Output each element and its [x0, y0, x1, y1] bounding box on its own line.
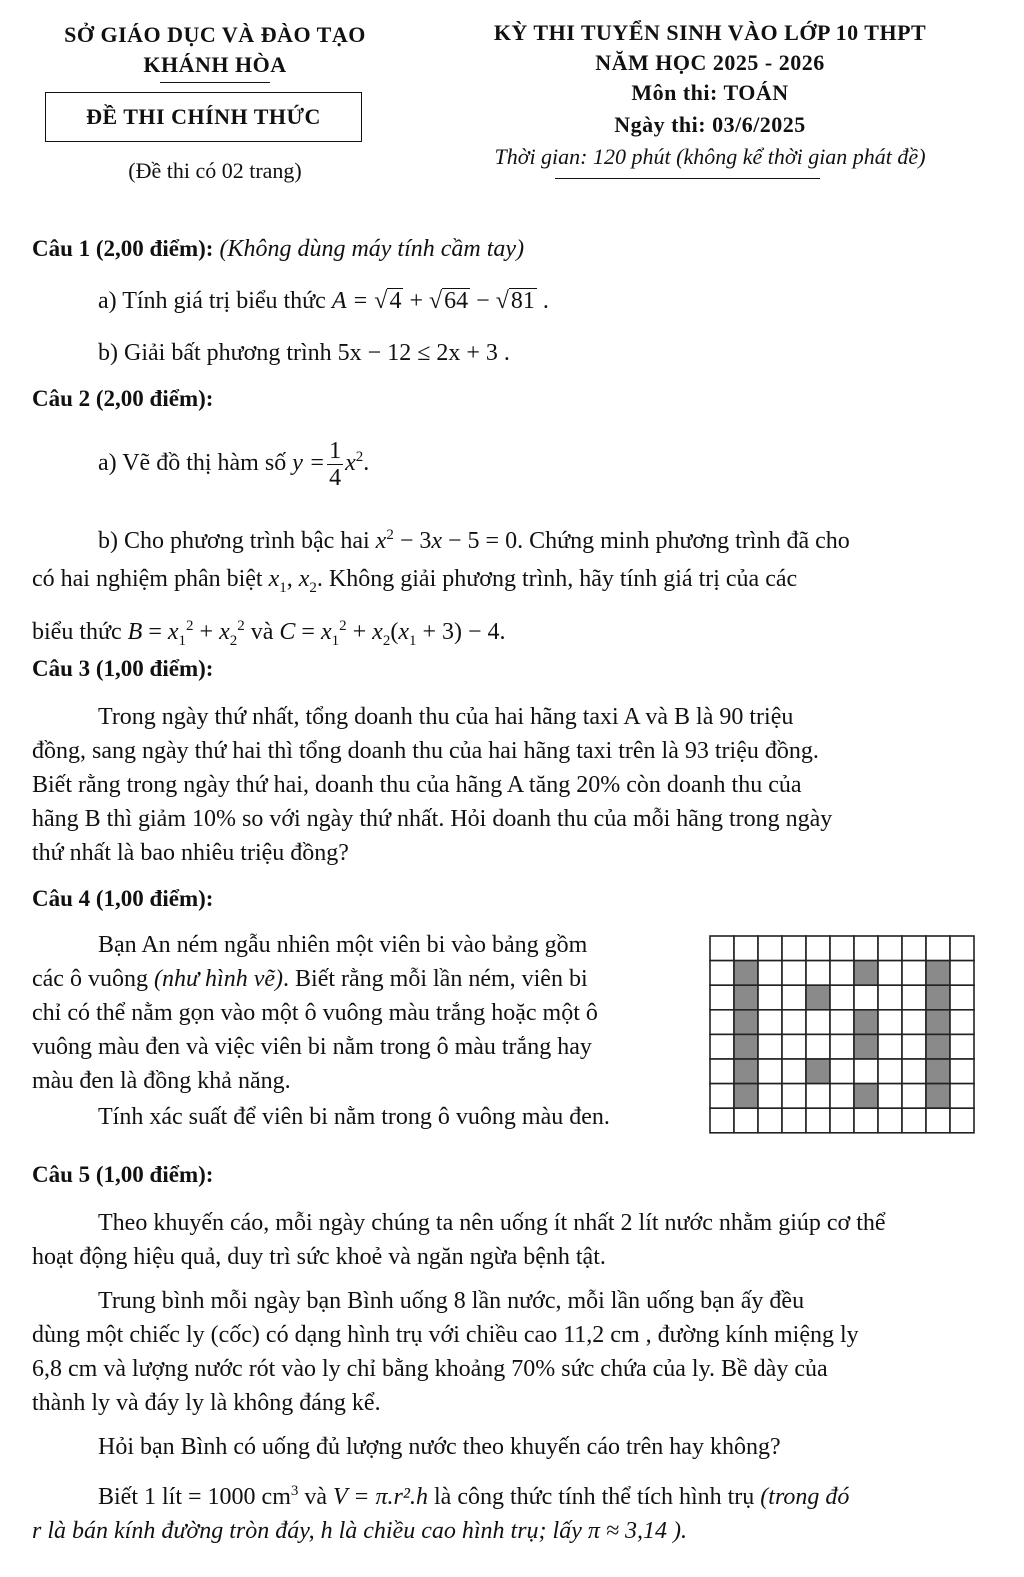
grid-cell-dark — [926, 1084, 950, 1109]
grid-cell-white — [950, 1010, 974, 1035]
grid-cell-white — [950, 961, 974, 986]
grid-cell-white — [830, 985, 854, 1010]
q5-p4-line2: r là bán kính đường tròn đáy, h là chiều cao hình trụ; lấy π ≈ 3,14 ). — [32, 1518, 688, 1544]
grid-cell-white — [878, 1108, 902, 1133]
grid-cell-white — [782, 1108, 806, 1133]
question-2b-line2: có hai nghiệm phân biệt $x_1$, $x_2$. Không giải phương trình, hãy tính giá trị của các — [32, 566, 798, 596]
q4-line4: vuông màu đen và việc viên bi nằm trong ô màu trắng hay — [32, 1034, 592, 1060]
question-2b-line1: b) Cho phương trình bậc hai $x^2 - 3x - 5 = 0$. Chứng minh phương trình đã cho — [98, 527, 850, 554]
grid-cell-dark — [926, 1010, 950, 1035]
question-5-title: Câu 5 (1,00 điểm): — [32, 1162, 214, 1187]
grid-cell-white — [782, 961, 806, 986]
q5-p2-line2: dùng một chiếc ly (cốc) có dạng hình trụ với chiều cao 11,2 cm , đường kính miệng ly — [32, 1322, 859, 1348]
grid-cell-white — [782, 1034, 806, 1059]
official-exam-label: ĐỀ THI CHÍNH THỨC — [86, 104, 321, 129]
question-3-body — [32, 700, 982, 870]
grid-cell-white — [950, 936, 974, 961]
grid-cell-dark — [734, 1010, 758, 1035]
q5-p2-line4: thành ly và đáy ly là không đáng kể. — [32, 1390, 381, 1416]
q5-p4-line1: Biết 1 lít = 1000 $cm^3$ và V = π.r².h là công thức tính thể tích hình trụ (trong đó — [98, 1483, 850, 1510]
q5-p4-italic: (trong đó — [760, 1484, 850, 1510]
grid-cell-white — [950, 1059, 974, 1084]
grid-cell-white — [710, 1010, 734, 1035]
q5-p2-line1: Trung bình mỗi ngày bạn Bình uống 8 lần nước, mỗi lần uống bạn ấy đều — [98, 1288, 805, 1314]
question-1-title: Câu 1 (2,00 điểm): — [32, 236, 214, 261]
grid-cell-white — [878, 1084, 902, 1109]
q3-line2: đồng, sang ngày thứ hai thì tổng doanh thu của hai hãng taxi trên là 93 triệu đồng. — [32, 738, 819, 764]
grid-cell-dark — [854, 1084, 878, 1109]
grid-cell-white — [806, 961, 830, 986]
grid-cell-white — [830, 1084, 854, 1109]
question-2b — [32, 518, 982, 658]
grid-cell-white — [710, 1084, 734, 1109]
grid-cell-white — [734, 936, 758, 961]
q2b-line3-pre: biểu thức — [32, 618, 122, 645]
grid-cell-white — [878, 1059, 902, 1084]
sqrt-4: 4 — [389, 288, 402, 314]
q3-line1: Trong ngày thứ nhất, tổng doanh thu của hai hãng taxi A và B là 90 triệu — [98, 704, 794, 730]
question-1a-text: a) Tính giá trị biểu thức — [98, 288, 326, 314]
grid-cell-white — [926, 1108, 950, 1133]
grid-cell-dark — [734, 961, 758, 986]
grid-cell-white — [902, 1084, 926, 1109]
exam-date: Ngày thi: 03/6/2025 — [614, 112, 806, 137]
q4-line2 — [32, 962, 692, 996]
q5-p4-mid: và — [304, 1484, 328, 1510]
q5-p3: Hỏi bạn Bình có uống đủ lượng nước theo khuyến cáo trên hay không? — [98, 1434, 781, 1460]
q4-line2-pre: các ô vuông — [32, 966, 148, 992]
time-label: Thời gian: — [494, 144, 588, 169]
grid-cell-white — [710, 961, 734, 986]
q5-p1-line2: hoạt động hiệu quả, duy trì sức khoẻ và ngăn ngừa bệnh tật. — [32, 1244, 606, 1270]
q5-p4-pre: Biết 1 lít = 1000 cm — [98, 1484, 291, 1510]
grid-cell-dark — [926, 985, 950, 1010]
grid-cell-white — [758, 1108, 782, 1133]
grid-cell-white — [806, 936, 830, 961]
fraction-one-quarter — [327, 438, 343, 491]
grid-cell-white — [878, 1010, 902, 1035]
q4-line2-post: . Biết rằng mỗi lần ném, viên bi — [283, 966, 588, 992]
department-name: SỞ GIÁO DỤC VÀ ĐÀO TẠO — [64, 22, 366, 47]
grid-cell-white — [758, 1059, 782, 1084]
grid-cell-white — [878, 1034, 902, 1059]
q2b-line3-and: và — [250, 618, 274, 645]
grid-cell-white — [710, 936, 734, 961]
grid-cell-white — [902, 936, 926, 961]
grid-cell-white — [830, 1034, 854, 1059]
grid-cell-white — [830, 936, 854, 961]
grid-cell-white — [902, 1059, 926, 1084]
inequality-expr: 5x − 12 ≤ 2x + 3 . — [337, 340, 510, 366]
grid-cell-white — [758, 961, 782, 986]
sqrt-81: 81 — [510, 288, 535, 314]
grid-cell-white — [902, 1108, 926, 1133]
question-2b-line3: biểu thức $B = x_1^2 + x_2^2$ và $C = x_1^2 + x_2(x_1 + 3) - 4$. — [32, 617, 506, 649]
grid-cell-dark — [734, 1059, 758, 1084]
q5-volume-formula: V = π.r².h — [333, 1484, 428, 1510]
grid-cell-white — [782, 985, 806, 1010]
grid-cell-dark — [926, 1059, 950, 1084]
grid-cell-white — [830, 1059, 854, 1084]
question-1a: a) Tính giá trị biểu thức A = √4 + √64 − √81 . — [98, 288, 549, 314]
expr-a-lhs: A = — [331, 288, 375, 314]
q2b-line2-pre: có hai nghiệm phân biệt — [32, 566, 263, 592]
question-2a: a) Vẽ đồ thị hàm số y = $\frac{1}{4}$ $x^2$. — [98, 438, 370, 491]
q4-line3: chỉ có thể nằm gọn vào một ô vuông màu trắng hoặc một ô — [32, 1000, 598, 1026]
grid-cell-white — [782, 936, 806, 961]
q3-line3: Biết rằng trong ngày thứ hai, doanh thu của hãng A tăng 20% còn doanh thu của — [32, 772, 802, 798]
q3-line5: thứ nhất là bao nhiêu triệu đồng? — [32, 840, 349, 866]
question-3-title: Câu 3 (1,00 điểm): — [32, 656, 214, 681]
grid-cell-white — [806, 1010, 830, 1035]
function-lhs: y = — [292, 450, 326, 477]
grid-cell-white — [950, 985, 974, 1010]
grid-cell-white — [806, 1034, 830, 1059]
q5-p4-post: là công thức tính thể tích hình trụ — [434, 1484, 755, 1510]
grid-cell-white — [950, 1108, 974, 1133]
question-1b — [98, 336, 510, 370]
grid-cell-white — [758, 985, 782, 1010]
question-1-heading — [32, 232, 524, 266]
grid-cell-white — [830, 1108, 854, 1133]
fraction-denominator: 4 — [329, 465, 342, 491]
grid-cell-white — [878, 936, 902, 961]
school-year: NĂM HỌC 2025 - 2026 — [595, 50, 825, 75]
grid-cell-white — [806, 1084, 830, 1109]
grid-cell-white — [902, 1010, 926, 1035]
exam-time — [430, 144, 990, 170]
question-5-body — [32, 1206, 987, 1548]
q2b-line2-post: . Không giải phương trình, hãy tính giá trị của các — [316, 566, 798, 592]
q4-line2-italic: (như hình vẽ) — [153, 966, 284, 992]
grid-cell-white — [902, 961, 926, 986]
grid-cell-white — [782, 1084, 806, 1109]
grid-cell-white — [806, 1108, 830, 1133]
square-grid-figure — [708, 934, 978, 1138]
grid-cell-white — [902, 1034, 926, 1059]
grid-cell-white — [926, 936, 950, 961]
grid-cell-dark — [806, 985, 830, 1010]
q2b-line1-pre: b) Cho phương trình bậc hai — [98, 528, 370, 554]
grid-cell-white — [710, 985, 734, 1010]
grid-cells — [710, 936, 974, 1133]
grid-cell-white — [830, 961, 854, 986]
grid-cell-white — [734, 1108, 758, 1133]
grid-cell-white — [878, 985, 902, 1010]
pages-note: (Đề thi có 02 trang) — [128, 158, 302, 183]
grid-cell-white — [950, 1084, 974, 1109]
grid-cell-white — [902, 985, 926, 1010]
header-left-underline — [160, 82, 270, 83]
time-value: 120 phút (không kể thời gian phát đề) — [593, 144, 926, 169]
fraction-numerator: 1 — [329, 438, 342, 464]
grid-cell-white — [758, 1010, 782, 1035]
grid-cell-white — [758, 1034, 782, 1059]
grid-cell-white — [950, 1034, 974, 1059]
grid-cell-dark — [734, 1084, 758, 1109]
grid-cell-white — [710, 1059, 734, 1084]
grid-cell-white — [878, 961, 902, 986]
question-1b-text: b) Giải bất phương trình — [98, 340, 332, 366]
sqrt-64: 64 — [444, 288, 469, 314]
grid-cell-white — [782, 1059, 806, 1084]
grid-cell-dark — [734, 985, 758, 1010]
grid-cell-white — [782, 1010, 806, 1035]
grid-cell-white — [710, 1108, 734, 1133]
question-2a-text: a) Vẽ đồ thị hàm số — [98, 450, 287, 477]
q3-line4: hãng B thì giảm 10% so với ngày thứ nhất. Hỏi doanh thu của mỗi hãng trong ngày — [32, 806, 833, 832]
grid-cell-dark — [854, 1010, 878, 1035]
grid-cell-white — [710, 1034, 734, 1059]
exam-title: KỲ THI TUYỂN SINH VÀO LỚP 10 THPT — [493, 20, 927, 45]
question-1-note: (Không dùng máy tính cầm tay) — [219, 236, 525, 262]
grid-cell-white — [854, 1059, 878, 1084]
header-right-underline — [555, 178, 820, 179]
grid-cell-dark — [926, 1034, 950, 1059]
q2b-line1-post: . Chứng minh phương trình đã cho — [517, 528, 850, 554]
grid-cell-dark — [926, 961, 950, 986]
grid-cell-white — [854, 985, 878, 1010]
question-4-body — [32, 928, 692, 1134]
subject: Môn thi: TOÁN — [631, 80, 789, 105]
q4-line6: Tính xác suất để viên bi nằm trong ô vuông màu đen. — [98, 1104, 610, 1130]
question-4-title: Câu 4 (1,00 điểm): — [32, 886, 214, 911]
grid-cell-dark — [854, 961, 878, 986]
grid-cell-white — [758, 936, 782, 961]
grid-cell-white — [830, 1010, 854, 1035]
official-exam-box — [45, 92, 362, 142]
grid-cell-dark — [854, 1034, 878, 1059]
grid-cell-dark — [806, 1059, 830, 1084]
q4-line5: màu đen là đồng khả năng. — [32, 1068, 291, 1094]
grid-cell-white — [854, 936, 878, 961]
grid-cell-dark — [734, 1034, 758, 1059]
province-name: KHÁNH HÒA — [143, 52, 287, 77]
grid-cell-white — [758, 1084, 782, 1109]
q4-line1: Bạn An ném ngẫu nhiên một viên bi vào bảng gồm — [98, 932, 588, 958]
grid-cell-white — [854, 1108, 878, 1133]
q5-p2-line3: 6,8 cm và lượng nước rót vào ly chỉ bằng khoảng 70% sức chứa của ly. Bề dày của — [32, 1356, 828, 1382]
q5-p1-line1: Theo khuyến cáo, mỗi ngày chúng ta nên uống ít nhất 2 lít nước nhằm giúp cơ thể — [98, 1210, 886, 1236]
question-2-title: Câu 2 (2,00 điểm): — [32, 386, 214, 411]
